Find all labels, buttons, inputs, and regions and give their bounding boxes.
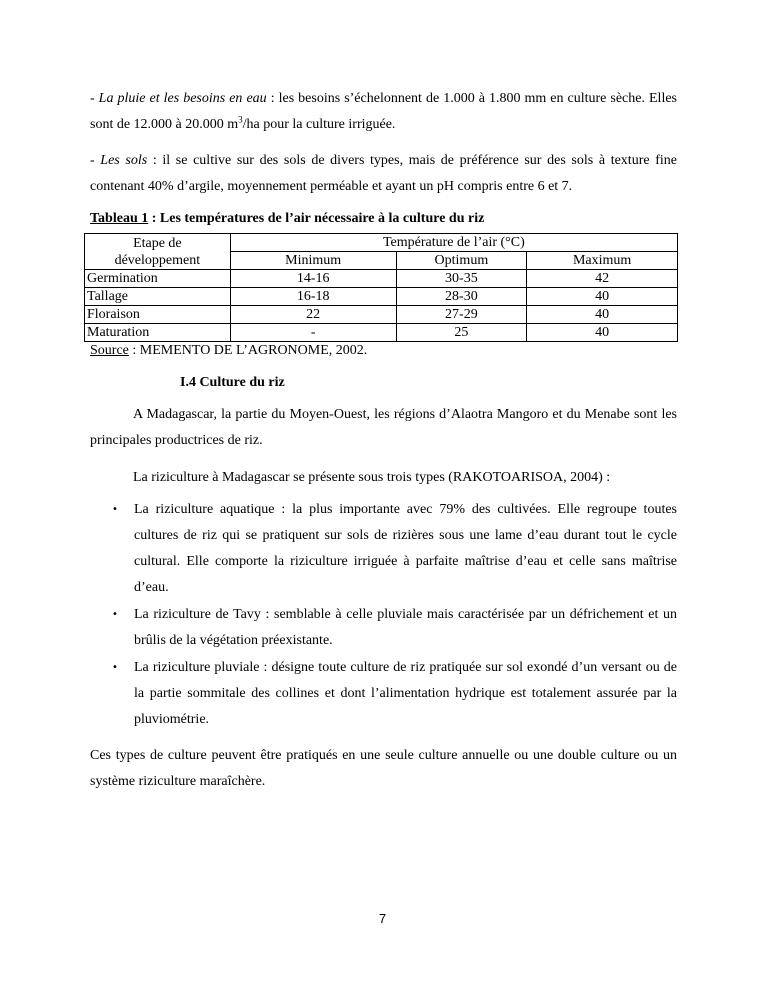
- cell-stage: Floraison: [85, 306, 231, 324]
- header-stage: [85, 234, 231, 270]
- bullet-icon: •: [112, 662, 118, 673]
- paragraph-rain-text: : les besoins s’échelonnent de 1.000 à 1.800 mm en culture sèche. Elles sont de 12.000 à 20.000 m: [90, 91, 677, 132]
- source-text: : MEMENTO DE L’AGRONOME, 2002.: [128, 343, 368, 358]
- cell-max: 40: [527, 288, 678, 306]
- cell-max: 40: [527, 306, 678, 324]
- paragraph-soils-lead: - Les sols: [90, 153, 148, 168]
- bullet-icon: •: [112, 504, 118, 515]
- page-number: 7: [378, 911, 387, 926]
- cell-stage: Maturation: [85, 324, 231, 342]
- list-item: [90, 602, 677, 654]
- header-maximum: Maximum: [527, 252, 678, 270]
- cell-opt: 28-30: [396, 288, 527, 306]
- table-row: [85, 288, 678, 306]
- paragraph-soils-text: : il se cultive sur des sols de divers types, mais de préférence sur des sols à texture fine contenant 40% d’argile, moyennement perméable et ayant un pH compris entre 6 et 7.: [90, 153, 677, 194]
- rice-types-list: [90, 497, 677, 733]
- paragraph-soils: [90, 148, 677, 200]
- table-title-text: : Les températures de l’air nécessaire à la culture du riz: [148, 211, 485, 226]
- list-item: [90, 655, 677, 733]
- table-row: [85, 324, 678, 342]
- cell-max: 40: [527, 324, 678, 342]
- paragraph-rain-lead: - La pluie et les besoins en eau: [90, 91, 267, 106]
- cell-min: -: [230, 324, 396, 342]
- temperature-table: [84, 233, 678, 342]
- table-title-label: Tableau 1: [90, 211, 149, 226]
- document-page: [87, 86, 677, 795]
- cell-opt: 27-29: [396, 306, 527, 324]
- cell-opt: 30-35: [396, 270, 527, 288]
- paragraph-rain: [90, 86, 677, 138]
- list-item-text: La riziculture pluviale : désigne toute culture de riz pratiquée sur sol exondé d’un versant ou de la partie sommitale des collines et dont l’alimentation hydrique est totalement assurée par la pluviométrie.: [134, 660, 677, 727]
- cell-min: 22: [230, 306, 396, 324]
- header-optimum: Optimum: [396, 252, 527, 270]
- source-label: Source: [90, 343, 129, 358]
- paragraph-conclusion: Ces types de culture peuvent être pratiqués en une seule culture annuelle ou une double culture ou un système riziculture maraîchère.: [90, 748, 677, 789]
- cell-max: 42: [527, 270, 678, 288]
- header-minimum: Minimum: [230, 252, 396, 270]
- bullet-icon: •: [112, 609, 118, 620]
- paragraph-regions: A Madagascar, la partie du Moyen-Ouest, les régions d’Alaotra Mangoro et du Menabe sont les principales productrices de riz.: [90, 407, 677, 448]
- table-header-row: [85, 234, 678, 252]
- cell-min: 14-16: [230, 270, 396, 288]
- table-row: [85, 270, 678, 288]
- table-row: [85, 306, 678, 324]
- paragraph-types-intro: La riziculture à Madagascar se présente sous trois types (RAKOTOARISOA, 2004) :: [133, 470, 611, 485]
- header-temperature: Température de l’air (°C): [230, 234, 677, 252]
- section-title: I.4 Culture du riz: [180, 375, 285, 390]
- cell-min: 16-18: [230, 288, 396, 306]
- list-item-text: La riziculture aquatique : la plus importante avec 79% des cultivées. Elle regroupe toutes cultures de riz qui se pratiquent sur sols de rizières sous une lame d’eau durant tout le cycle cultural. Elle comporte la riziculture irriguée à parfaite maîtrise d’eau et celle sans maîtrise d’eau.: [134, 502, 677, 595]
- table-source: [90, 342, 677, 360]
- list-item-text: La riziculture de Tavy : semblable à celle pluviale mais caractérisée par un défrichement et un brûlis de la végétation préexistante.: [134, 607, 677, 648]
- superscript-cube: 3: [238, 114, 243, 125]
- table-title: [90, 209, 677, 229]
- cell-stage: Tallage: [85, 288, 231, 306]
- list-item: [90, 497, 677, 601]
- paragraph-rain-text-end: /ha pour la culture irriguée.: [242, 117, 396, 132]
- cell-stage: Germination: [85, 270, 231, 288]
- header-stage-line1: Etape de: [133, 235, 182, 251]
- header-stage-line2: développement: [114, 252, 201, 268]
- cell-opt: 25: [396, 324, 527, 342]
